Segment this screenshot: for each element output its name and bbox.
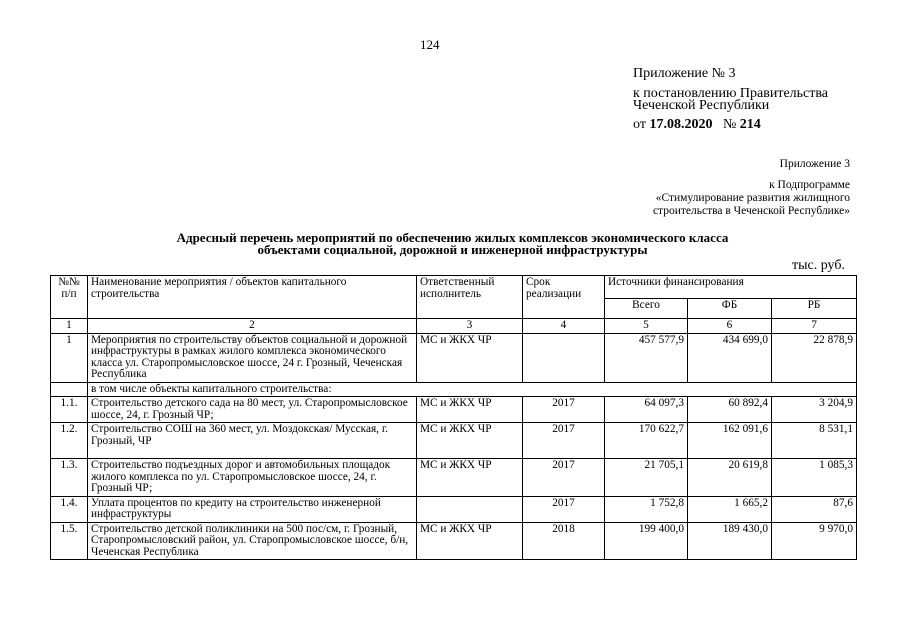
row-rb: 22 878,9	[772, 333, 857, 382]
row-fb: 20 619,8	[688, 459, 772, 497]
subprogram-appendix: Приложение 3	[779, 158, 850, 170]
row-name: Строительство детской поликлиники на 500 пос/см, г. Грозный, Старопромысловский район, ул. Старопромысловское шоссе, б/н, Чеченская Республика	[88, 522, 417, 560]
row-term: 2018	[523, 522, 605, 560]
units-label: тыс. руб.	[792, 258, 845, 273]
header-term: Срок реализации	[523, 276, 605, 319]
row-executor	[417, 496, 523, 522]
appendix-decree-line: к постановлению Правительства	[633, 86, 829, 101]
table-row	[51, 496, 857, 522]
row-executor: МС и ЖКХ ЧР	[417, 522, 523, 560]
row-term: 2017	[523, 459, 605, 497]
row-executor: МС и ЖКХ ЧР	[417, 423, 523, 459]
row-fb: 60 892,4	[688, 397, 772, 423]
row-rb: 8 531,1	[772, 423, 857, 459]
col-number: 3	[417, 319, 523, 334]
row-rb: 1 085,3	[772, 459, 857, 497]
row-executor: МС и ЖКХ ЧР	[417, 459, 523, 497]
col-number: 6	[688, 319, 772, 334]
row-term	[523, 333, 605, 382]
col-number: 2	[88, 319, 417, 334]
decree-number: 214	[739, 117, 761, 132]
page-number: 124	[420, 37, 440, 52]
row-fb: 162 091,6	[688, 423, 772, 459]
appendix-date-line	[633, 117, 761, 132]
row-term: 2017	[523, 423, 605, 459]
row-name: Строительство СОШ на 360 мест, ул. Моздокская/ Мусская, г. Грозный, ЧР	[88, 423, 417, 459]
row-rb: 9 970,0	[772, 522, 857, 560]
row-num: 1.2.	[51, 423, 88, 459]
activities-table	[50, 275, 857, 560]
row-executor: МС и ЖКХ ЧР	[417, 397, 523, 423]
number-prefix: №	[722, 117, 737, 132]
header-fb: ФБ	[688, 299, 772, 319]
table-row	[51, 459, 857, 497]
subprogram-ref: к Подпрограмме	[769, 179, 850, 191]
col-number: 7	[772, 319, 857, 334]
row-name: Мероприятия по строительству объектов социальной и дорожной инфраструктуры в рамках жилого комплекса экономического класса ул. Старопромысловское шоссе, 24 г. Грозный, Чеченская Республика	[88, 333, 417, 382]
row-total: 170 622,7	[605, 423, 688, 459]
table-row	[51, 423, 857, 459]
appendix-government-line: Чеченской Республики	[633, 98, 770, 113]
header-name: Наименование мероприятия / объектов капитального строительства	[88, 276, 417, 319]
row-fb: 189 430,0	[688, 522, 772, 560]
row-term: 2017	[523, 496, 605, 522]
row-total: 1 752,8	[605, 496, 688, 522]
subheader-row	[51, 382, 857, 397]
title-line-2: объектами социальной, дорожной и инженерной инфраструктуры	[257, 242, 648, 257]
row-total: 64 097,3	[605, 397, 688, 423]
row-name: Уплата процентов по кредиту на строительство инженерной инфраструктуры	[88, 496, 417, 522]
table-row	[51, 397, 857, 423]
empty-cell	[51, 382, 88, 397]
row-fb: 434 699,0	[688, 333, 772, 382]
table-row	[51, 333, 857, 382]
title-line-1: Адресный перечень мероприятий по обеспечению жилых комплексов экономического класса	[176, 230, 729, 245]
table-row	[51, 522, 857, 560]
header-sources: Источники финансирования	[605, 276, 857, 299]
row-num: 1.5.	[51, 522, 88, 560]
header-row	[51, 276, 857, 299]
date-prefix: от	[633, 117, 646, 132]
row-term: 2017	[523, 397, 605, 423]
row-num: 1.3.	[51, 459, 88, 497]
header-num: №№ п/п	[51, 276, 88, 319]
row-total: 199 400,0	[605, 522, 688, 560]
col-number: 4	[523, 319, 605, 334]
row-rb: 3 204,9	[772, 397, 857, 423]
decree-date: 17.08.2020	[649, 117, 713, 132]
row-rb: 87,6	[772, 496, 857, 522]
subheader-text: в том числе объекты капитального строительства:	[88, 382, 857, 397]
row-name: Строительство подъездных дорог и автомобильных площадок жилого комплекса по ул. Старопромысловское шоссе, 24, г. Грозный ЧР;	[88, 459, 417, 497]
row-executor: МС и ЖКХ ЧР	[417, 333, 523, 382]
row-fb: 1 665,2	[688, 496, 772, 522]
appendix-title: Приложение № 3	[633, 66, 736, 81]
column-numbers-row	[51, 319, 857, 334]
document-title	[0, 232, 905, 256]
col-number: 5	[605, 319, 688, 334]
col-number: 1	[51, 319, 88, 334]
subprogram-name-line1: «Стимулирование развития жилищного	[655, 192, 850, 204]
row-num: 1.4.	[51, 496, 88, 522]
header-executor: Ответственный исполнитель	[417, 276, 523, 319]
row-name: Строительство детского сада на 80 мест, ул. Старопромысловское шоссе, 24, г. Грозный ЧР;	[88, 397, 417, 423]
row-total: 21 705,1	[605, 459, 688, 497]
row-num: 1.1.	[51, 397, 88, 423]
header-total: Всего	[605, 299, 688, 319]
subprogram-name-line2: строительства в Чеченской Республике»	[652, 205, 850, 217]
header-rb: РБ	[772, 299, 857, 319]
row-num: 1	[51, 333, 88, 382]
row-total: 457 577,9	[605, 333, 688, 382]
